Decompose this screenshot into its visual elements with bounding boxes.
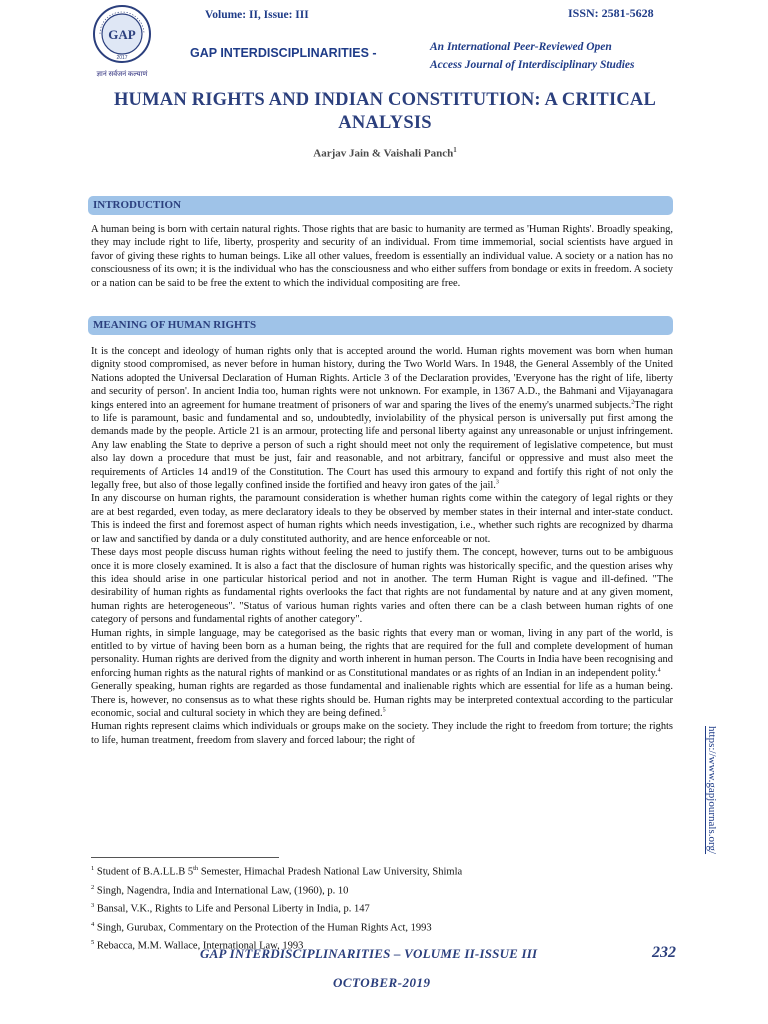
footnote-divider — [91, 857, 279, 858]
meaning-paragraph-4 — [91, 627, 673, 681]
meaning-p1-text-b: The right to life is paramount, basic and fundamental and so, undoubtedly, inviolability of the physical person is universally put first among the demands made by the people. Article 21 is an armour, protecting life and personal liberty against any unreasonable or unjust infringement. Any law enabling the State to deprive a person of such a right should meet not only the requirement of legislative competence, but must also lay down a procedure that must be just, fair and reasonable, and not arbitrary, fanciful or oppressive and must also meet the requirements of Articles 14 and19 of the Constitution. The Court has used this armoury to expand and fortify this right of not only the legally free, but also of those legally confined inside the fortified and heavy iron gates of the jail. — [91, 399, 673, 492]
authors-names: Aarjav Jain & Vaishali Panch — [313, 147, 454, 160]
footnote-text: Singh, Gurubax, Commentary on the Protection of the Human Rights Act, 1993 — [96, 922, 432, 933]
meaning-paragraph-3: These days most people discuss human rights without feeling the need to justify them. The concept, however, turns out to be ambiguous once it is more closely examined. It is also a fact that the disclosure of human rights was historically specific, and the question arises why this idea should arise in one particular historical period and not in another. The term Human Right is vague and ill-defined. "The desirability of human rights as fundamental rights overlooks the fact that rights are not fundamental by nature and at any given moment, human rights are heterogeneous". "Status of various human rights varies and often there can be a clash between human rights of one category of persons and fundamental rights of another category". — [91, 547, 673, 626]
logo-gap-text: GAP — [108, 27, 136, 42]
meaning-paragraph-6: Human rights represent claims which individuals or groups make on the society. They include the right to freedom from torture; the rights to life, human treatment, freedom from slavery and forced labour; the right of — [91, 721, 673, 746]
footer-journal-volume: GAP INTERDISCIPLINARITIES – VOLUME II-ISSUE III — [200, 946, 538, 961]
logo-year-text: 2017 — [116, 55, 128, 61]
issn: ISSN: 2581-5628 — [568, 6, 654, 20]
article-authors — [80, 146, 690, 160]
section-heading-meaning: MEANING OF HUMAN RIGHTS — [88, 316, 673, 335]
footnote-number: 4 — [91, 920, 95, 928]
footnote-number: 1 — [91, 865, 95, 872]
footnote-1 — [91, 861, 673, 880]
section-heading-introduction: INTRODUCTION — [88, 196, 673, 215]
footnote-superscript: th — [193, 865, 199, 872]
logo-motto: ज्ञानं सर्वजनं कल्याणं — [96, 70, 148, 78]
footnote-ref-3: 3 — [495, 479, 499, 486]
article-title-line-1: HUMAN RIGHTS AND INDIAN CONSTITUTION: A CRITICAL — [113, 90, 657, 110]
meaning-body — [91, 345, 673, 747]
footnote-text: Student of B.A.LL.B 5 — [96, 866, 194, 878]
journal-logo — [92, 4, 152, 70]
meaning-paragraph-1 — [91, 345, 673, 492]
introduction-paragraph — [91, 223, 673, 290]
meaning-p4-text: Human rights, in simple language, may be categorised as the basic rights that every man or woman, living in any part of the world, is entitled to by virtue of having been born as a human being, the rights that are required for the full and complete development of human personality. Human rights are derived from the dignity and worth inherent in human person. The Courts in India have been recognising and enforcing human rights as the natural rights of mankind or as Constitutional mandates or as rights of an Indian in an independent polity. — [91, 627, 673, 679]
volume-issue: Volume: II, Issue: III — [205, 9, 309, 21]
footnote-number: 3 — [91, 902, 95, 909]
meaning-p1-text-a: It is the concept and ideology of human rights only that is accepted around the world. Human rights movement was born when human dignity stood compromised, as never before in human history, during the Two World Wars. In 1948, the General Assembly of the United Nations adopted the Universal Declaration of Human Rights. Article 3 of the Declaration provides, 'Everyone has the right of life, liberty and security of person'. In ancient India too, human rights were not unknown. For example, in 1367 A.D., the Bahmani and Vijayanagara kings entered into an agreement for humane treatment of prisoners of war and sparing the lives of the enemy's unarmed subjects. — [91, 346, 673, 411]
footnote-3 — [91, 898, 673, 917]
footnote-text: Semester, Himachal Pradesh National Law University, Shimla — [198, 866, 463, 878]
footnote-text: Rebacca, M.M. Wallace, International Law, 1993 — [96, 940, 304, 952]
article-title — [80, 89, 690, 135]
meaning-paragraph-2: In any discourse on human rights, the paramount consideration is whether human rights come within the category of legal rights or they are at best regarded, even today, as mere declaratory ideals to they be observed by member states in their internal and inter-state conduct. This is indeed the first and foremost aspect of human rights which needs investigation, i.e., whether such rights are recognized by dharma or law and sanctified by danda or a duly constituted authority, and are hence enforceable or not. — [91, 493, 673, 545]
introduction-text: A human being is born with certain natural rights. Those rights that are basic to humanity are termed as 'Human Rights'. Broadly speaking, they may include right to life, liberty, prosperity and security of an individual. From time immemorial, social scientists have argued in favor of giving these rights to human beings. Like all other values, freedom is essentially an individual value. A society or a nation has no consciousness of its own; it is the individual who has the consciousness and who either suffers from bondage or exits in freedom. A society or a nation can be said to be free the extent to which the individual compositing are free. — [91, 224, 673, 289]
meaning-p5-text: Generally speaking, human rights are regarded as those fundamental and inalienable rights which are essential for life as a human being. There is, however, no consensus as to what these rights should be. Human rights may be interpreted contextual according to the particular economic, social and cultural society in which they are being defined. — [91, 681, 673, 719]
footnote-ref-4: 4 — [657, 667, 661, 674]
footnote-text: Singh, Nagendra, India and International Law, (1960), p. 10 — [96, 885, 349, 896]
journal-website-link[interactable]: https://www.gapjournals.org/ — [706, 726, 718, 855]
tagline-line-2: Access Journal of Interdisciplinary Studies — [430, 59, 635, 71]
page-number: 232 — [652, 944, 676, 961]
meaning-paragraph-5 — [91, 680, 673, 720]
journal-name: GAP INTERDISCIPLINARITIES - — [190, 46, 377, 60]
authors-footnote-ref: 1 — [453, 146, 457, 154]
footnote-4 — [91, 917, 673, 936]
footnote-2 — [91, 880, 673, 899]
footnote-text: Bansal, V.K., Rights to Life and Personal Liberty in India, p. 147 — [96, 903, 370, 915]
footnote-ref-5: 5 — [382, 707, 386, 714]
footnote-number: 2 — [91, 883, 95, 891]
footnotes-list — [91, 861, 673, 954]
footer-date: OCTOBER-2019 — [333, 975, 431, 990]
tagline-line-1: An International Peer-Reviewed Open — [430, 41, 612, 53]
footnote-ref-2: 2 — [631, 399, 635, 406]
article-title-line-2: ANALYSIS — [338, 113, 432, 133]
footnote-number: 5 — [91, 939, 95, 946]
journal-tagline — [430, 38, 690, 74]
